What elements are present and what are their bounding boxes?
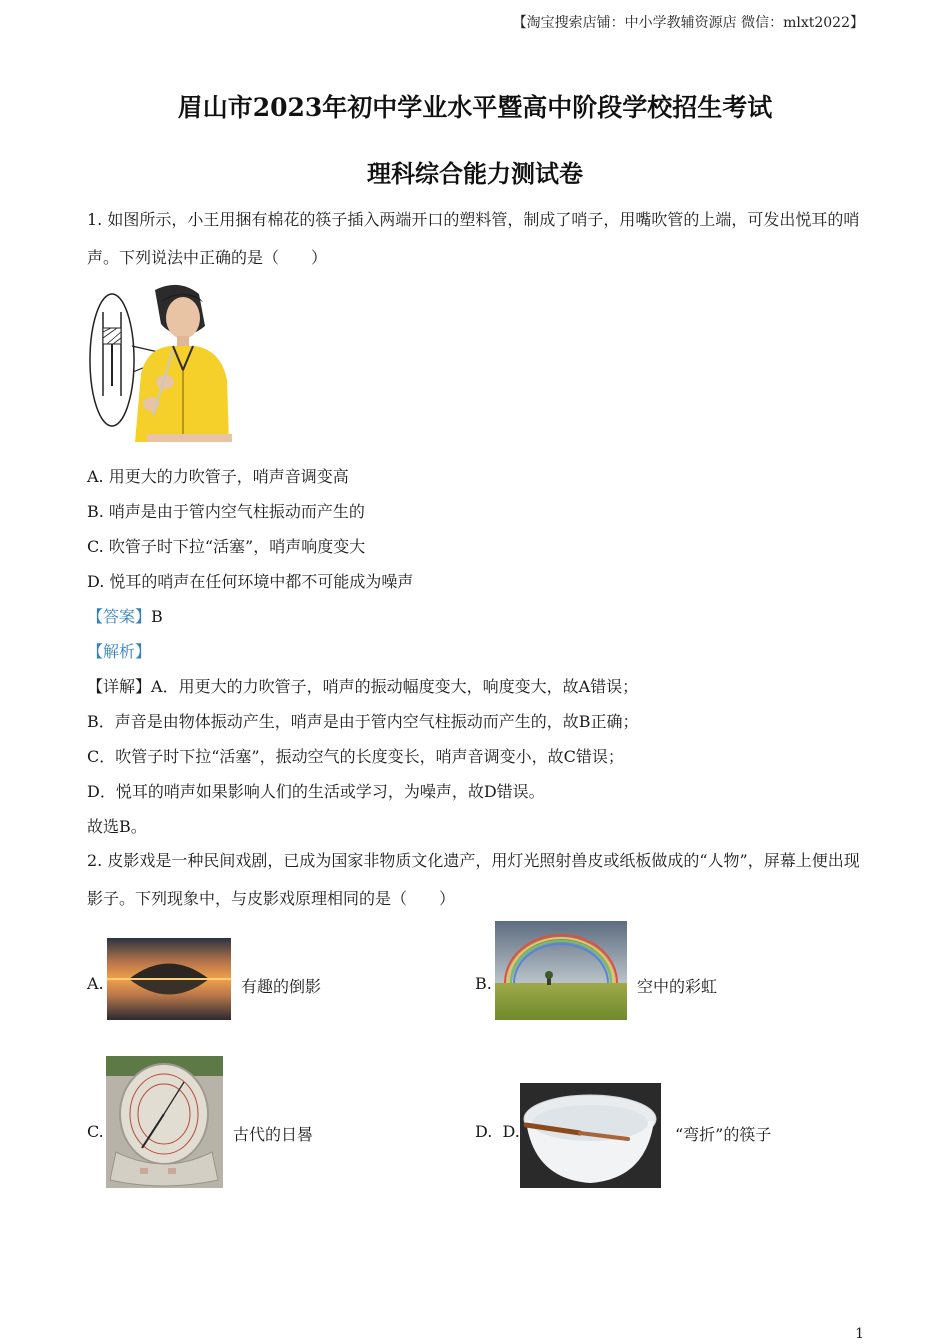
q2-option-a-letter: A. (87, 974, 104, 993)
q2-reflection-image (107, 938, 231, 1020)
exam-subtitle: 理科综合能力测试卷 (367, 159, 583, 188)
q2-option-a-text: 有趣的倒影 (241, 977, 322, 996)
q1-option-b: B. 哨声是由于管内空气柱振动而产生的 (87, 502, 365, 521)
q1-detail-c: C．吹管子时下拉“活塞”，振动空气的长度变长，哨声音调变小，故C错误； (87, 747, 624, 766)
q2-option-d-text: “弯折”的筷子 (675, 1125, 772, 1144)
q1-conclusion: 故选B。 (87, 817, 147, 836)
q1-analysis-label: 【解析】 (87, 642, 152, 661)
q2-option-d-letter: D. D. (475, 1122, 520, 1141)
detail-label: 【详解】 (87, 677, 152, 696)
detail-a-text: A．用更大的力吹管子，哨声的振动幅度变大，响度变大，故A错误； (151, 677, 639, 696)
q2-rainbow-image (495, 921, 627, 1020)
q1-whistle-figure (87, 284, 232, 442)
answer-value: B (151, 607, 163, 626)
q2-option-c-letter: C. (87, 1122, 104, 1141)
q2-stem: 2. 皮影戏是一种民间戏剧，已成为国家非物质文化遗产，用灯光照射兽皮或纸板做成的“人物”，屏幕上便出现影子。下列现象中，与皮影戏原理相同的是（ ） (87, 851, 860, 908)
q1-detail-b: B．声音是由物体振动产生，哨声是由于管内空气柱振动而产生的，故B正确； (87, 712, 639, 731)
q2-option-c-text: 古代的日晷 (233, 1125, 314, 1144)
q1-detail-d: D．悦耳的哨声如果影响人们的生活或学习，为噪声，故D错误。 (87, 782, 545, 801)
q2-option-b-letter: B. (475, 974, 492, 993)
q1-option-d: D. 悦耳的哨声在任何环境中都不可能成为噪声 (87, 572, 414, 591)
q1-answer (87, 607, 163, 627)
q1-detail-a (87, 677, 638, 697)
q2-bent-chopstick-image (520, 1083, 661, 1188)
q1-option-a: A. 用更大的力吹管子，哨声音调变高 (87, 467, 349, 486)
page-number: 1 (855, 1326, 864, 1342)
header-note: 【淘宝搜索店铺：中小学教辅资源店 微信：mlxt2022】 (512, 15, 864, 31)
answer-label: 【答案】 (87, 607, 152, 626)
exam-title: 眉山市2023年初中学业水平暨高中阶段学校招生考试 (177, 93, 773, 122)
q2-sundial-image (106, 1056, 223, 1188)
q1-stem: 1. 如图所示，小王用捆有棉花的筷子插入两端开口的塑料管，制成了哨子，用嘴吹管的上端，可发出悦耳的哨声。下列说法中正确的是（ ） (87, 210, 860, 267)
q1-option-c: C. 吹管子时下拉“活塞”，哨声响度变大 (87, 537, 366, 556)
q2-option-b-text: 空中的彩虹 (637, 977, 718, 996)
